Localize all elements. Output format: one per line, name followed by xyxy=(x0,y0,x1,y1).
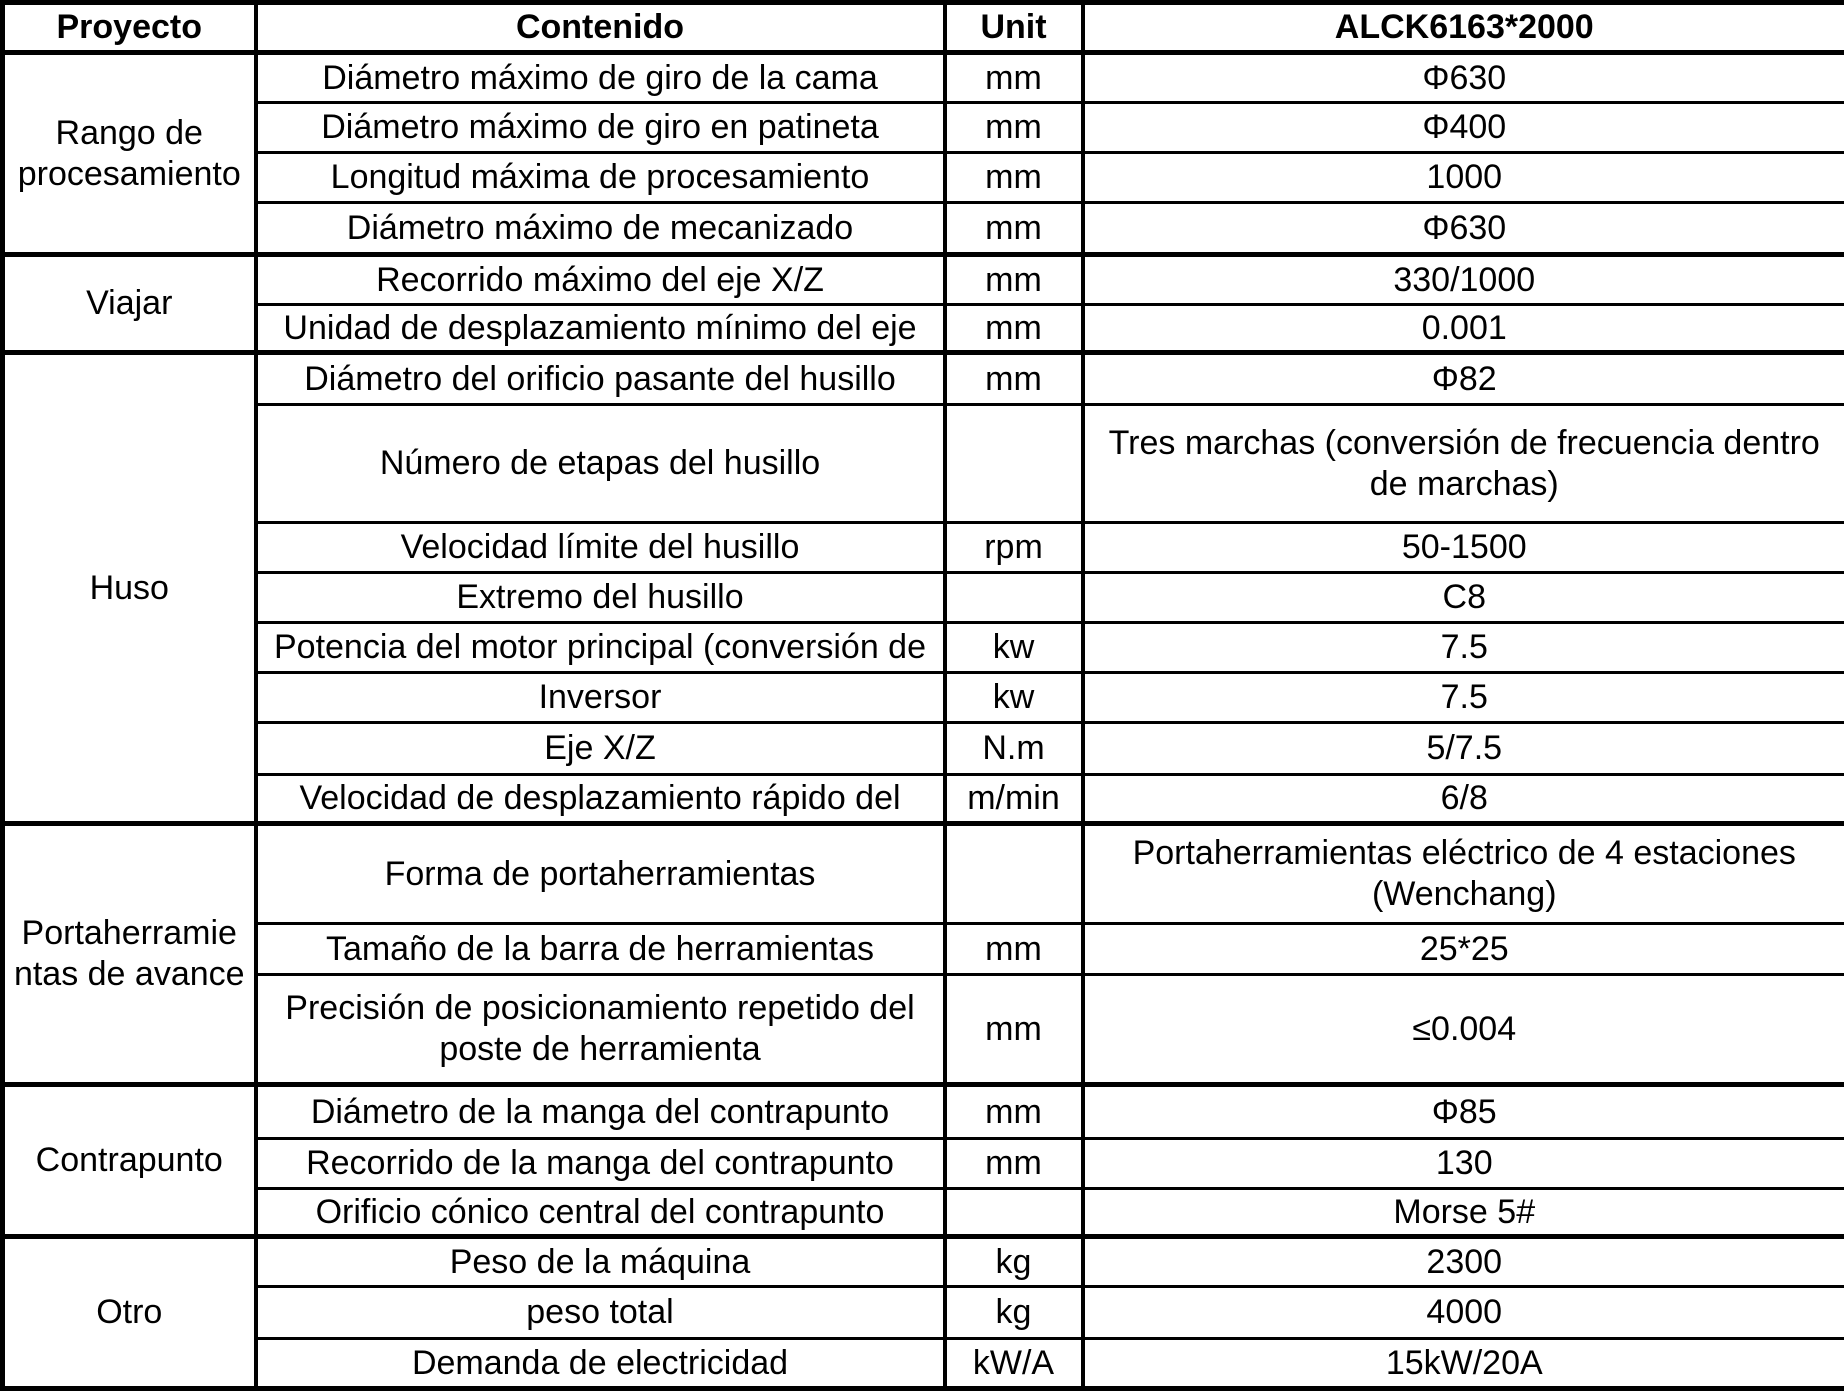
content-cell: Velocidad de desplazamiento rápido del xyxy=(256,775,945,824)
header-proyecto: Proyecto xyxy=(3,3,256,53)
unit-cell: kg xyxy=(945,1237,1083,1287)
content-cell: peso total xyxy=(256,1287,945,1339)
unit-cell: mm xyxy=(945,305,1083,353)
table-row xyxy=(3,255,1844,305)
content-cell: Tamaño de la barra de herramientas xyxy=(256,924,945,975)
unit-cell: kw xyxy=(945,673,1083,723)
table-row xyxy=(3,353,1844,405)
group-label-cell: Huso xyxy=(3,353,256,824)
header-model: ALCK6163*2000 xyxy=(1083,3,1844,53)
unit-cell: mm xyxy=(945,1085,1083,1139)
value-cell: Morse 5# xyxy=(1083,1189,1844,1237)
table-row xyxy=(3,103,1844,153)
unit-cell: mm xyxy=(945,924,1083,975)
unit-cell: mm xyxy=(945,103,1083,153)
unit-cell xyxy=(945,573,1083,623)
unit-cell: N.m xyxy=(945,723,1083,775)
table-row xyxy=(3,1339,1844,1389)
content-cell: Recorrido de la manga del contrapunto xyxy=(256,1139,945,1189)
table-row xyxy=(3,523,1844,573)
group-label-cell: Viajar xyxy=(3,255,256,353)
unit-cell xyxy=(945,1189,1083,1237)
table-row xyxy=(3,1189,1844,1237)
header-row xyxy=(3,3,1844,53)
unit-cell: kW/A xyxy=(945,1339,1083,1389)
table-row xyxy=(3,824,1844,924)
table-row xyxy=(3,1237,1844,1287)
unit-cell: m/min xyxy=(945,775,1083,824)
value-cell: 25*25 xyxy=(1083,924,1844,975)
table-row xyxy=(3,1139,1844,1189)
header-unit: Unit xyxy=(945,3,1083,53)
unit-cell: rpm xyxy=(945,523,1083,573)
value-cell: 1000 xyxy=(1083,153,1844,203)
content-cell: Inversor xyxy=(256,673,945,723)
value-cell: Portaherramientas eléctrico de 4 estaciones (Wenchang) xyxy=(1083,824,1844,924)
group-label-cell: Rango de procesamiento xyxy=(3,53,256,255)
value-cell: C8 xyxy=(1083,573,1844,623)
value-cell: 330/1000 xyxy=(1083,255,1844,305)
unit-cell: kw xyxy=(945,623,1083,673)
content-cell: Número de etapas del husillo xyxy=(256,405,945,523)
value-cell: Φ630 xyxy=(1083,203,1844,255)
group-label-cell: Portaherramientas de avance xyxy=(3,824,256,1085)
value-cell: 6/8 xyxy=(1083,775,1844,824)
table-row xyxy=(3,775,1844,824)
table-row xyxy=(3,1085,1844,1139)
value-cell: Φ85 xyxy=(1083,1085,1844,1139)
unit-cell: mm xyxy=(945,975,1083,1085)
content-cell: Peso de la máquina xyxy=(256,1237,945,1287)
value-cell: 50-1500 xyxy=(1083,523,1844,573)
content-cell: Eje X/Z xyxy=(256,723,945,775)
unit-cell xyxy=(945,405,1083,523)
unit-cell: mm xyxy=(945,255,1083,305)
unit-cell: mm xyxy=(945,353,1083,405)
content-cell: Longitud máxima de procesamiento xyxy=(256,153,945,203)
value-cell: 5/7.5 xyxy=(1083,723,1844,775)
content-cell: Forma de portaherramientas xyxy=(256,824,945,924)
content-cell: Precisión de posicionamiento repetido del poste de herramienta xyxy=(256,975,945,1085)
value-cell: 15kW/20A xyxy=(1083,1339,1844,1389)
value-cell: 130 xyxy=(1083,1139,1844,1189)
table-row xyxy=(3,723,1844,775)
table-row xyxy=(3,305,1844,353)
value-cell: ≤0.004 xyxy=(1083,975,1844,1085)
value-cell: 2300 xyxy=(1083,1237,1844,1287)
content-cell: Unidad de desplazamiento mínimo del eje xyxy=(256,305,945,353)
table-row xyxy=(3,975,1844,1085)
group-label-cell: Otro xyxy=(3,1237,256,1389)
table-row xyxy=(3,1287,1844,1339)
content-cell: Diámetro máximo de giro en patineta xyxy=(256,103,945,153)
value-cell: 0.001 xyxy=(1083,305,1844,353)
value-cell: Φ82 xyxy=(1083,353,1844,405)
table-row xyxy=(3,573,1844,623)
content-cell: Diámetro del orificio pasante del husillo xyxy=(256,353,945,405)
table-row xyxy=(3,924,1844,975)
content-cell: Potencia del motor principal (conversión de xyxy=(256,623,945,673)
content-cell: Diámetro de la manga del contrapunto xyxy=(256,1085,945,1139)
unit-cell: mm xyxy=(945,1139,1083,1189)
table-row xyxy=(3,203,1844,255)
table-row xyxy=(3,623,1844,673)
content-cell: Extremo del husillo xyxy=(256,573,945,623)
unit-cell: mm xyxy=(945,153,1083,203)
header-contenido: Contenido xyxy=(256,3,945,53)
content-cell: Demanda de electricidad xyxy=(256,1339,945,1389)
table-row xyxy=(3,673,1844,723)
unit-cell: mm xyxy=(945,53,1083,103)
value-cell: Φ630 xyxy=(1083,53,1844,103)
content-cell: Diámetro máximo de mecanizado xyxy=(256,203,945,255)
value-cell: Tres marchas (conversión de frecuencia dentro de marchas) xyxy=(1083,405,1844,523)
value-cell: 7.5 xyxy=(1083,673,1844,723)
table-row xyxy=(3,405,1844,523)
spec-table-body xyxy=(3,53,1844,1389)
content-cell: Velocidad límite del husillo xyxy=(256,523,945,573)
group-label-cell: Contrapunto xyxy=(3,1085,256,1237)
value-cell: 7.5 xyxy=(1083,623,1844,673)
content-cell: Recorrido máximo del eje X/Z xyxy=(256,255,945,305)
unit-cell: mm xyxy=(945,203,1083,255)
content-cell: Orificio cónico central del contrapunto xyxy=(256,1189,945,1237)
value-cell: Φ400 xyxy=(1083,103,1844,153)
content-cell: Diámetro máximo de giro de la cama xyxy=(256,53,945,103)
unit-cell: kg xyxy=(945,1287,1083,1339)
value-cell: 4000 xyxy=(1083,1287,1844,1339)
table-row xyxy=(3,153,1844,203)
unit-cell xyxy=(945,824,1083,924)
table-row xyxy=(3,53,1844,103)
